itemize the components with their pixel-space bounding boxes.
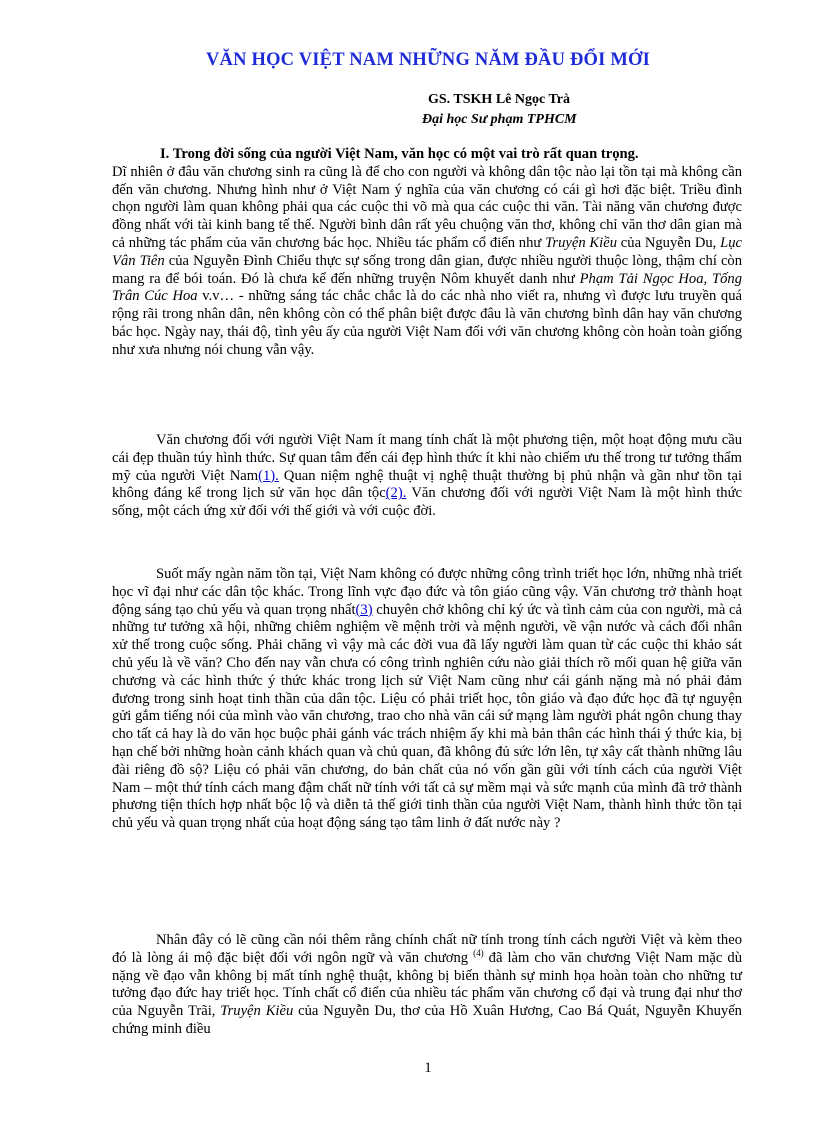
paragraph-text: Quan niệm nghệ thuật vị nghệ thuật thường bị phủ nhận và gần như tồn tại không đáng kể trong lịch sử văn học dân tộc [112, 467, 742, 502]
paragraph-3 [112, 566, 742, 833]
paragraph-text: của Nguyễn Du, [617, 234, 721, 251]
work-title: Phạm Tải Ngọc Hoa, Tống Trân Cúc Hoa [112, 270, 742, 305]
footnote-ref-4: (4) [473, 947, 484, 958]
paragraph-text: đã làm cho văn chương Việt Nam mặc dù nặng về đạo vẫn không bị mất tính nghệ thuật, không bị biến thành sự minh họa hoàn toàn cho những tư tưởng đạo đức hay triết học. Tính chất cổ điển của nhiều tác phẩm văn chương cổ đại và trung đại như thơ của Nguyễn Trãi, [112, 949, 742, 1020]
paragraph-text: Suốt mấy ngàn năm tồn tại, Việt Nam không có được những công trình triết học lớn, những nhà triết học vĩ đại như các dân tộc khác. Trong lĩnh vực đạo đức và tôn giáo cũng vậy. Văn chương trở thành hoạt động sáng tạo chủ yếu và quan trọng nhất [112, 566, 742, 618]
author-institution: Đại học Sư phạm TPHCM [422, 112, 577, 127]
document-title: VĂN HỌC VIỆT NAM NHỮNG NĂM ĐẦU ĐỔI MỚI [205, 50, 651, 70]
page-number: 1 [424, 1060, 432, 1076]
section-heading: I. Trong đời sống của người Việt Nam, văn học có một vai trò rất quan trọng. [160, 146, 639, 162]
paragraph-text: Dĩ nhiên ở đâu văn chương sinh ra cũng là để cho con người và không dân tộc nào lại tồn tại mà không cần đến văn chương. Nhưng hình như ở Việt Nam ý nghĩa của văn chương có cái gì hơi đặc biệt. Triều đình chọn người làm quan không phải qua các cuộc thi võ mà qua các cuộc thi văn. Tài năng văn chương được đồng nhất với tài kinh bang tế thế. Người bình dân rất yêu chuộng văn thơ, không chỉ văn thơ dân gian mà cả những tác phẩm của văn chương bác học. Nhiều tác phẩm cổ điển như [112, 163, 742, 251]
paragraph-text: Nhân đây có lẽ cũng cần nói thêm rằng chính chất nữ tính trong tính cách người Việt và kèm theo đó là lòng ái mộ đặc biệt đối với ngôn ngữ và văn chương [112, 932, 742, 966]
paragraph-text: của Nguyễn Du, thơ của Hồ Xuân Hương, Cao Bá Quát, Nguyễn Khuyến chứng minh điều [112, 1003, 742, 1037]
paragraph-text: chuyên chở không chỉ ký ức và tình cảm của con người, mà cả những tư tưởng xã hội, những chiêm nghiệm về mệnh trời và mệnh người, về vận nước và cách đối nhân xử thế trong cuộc sống. Phải chăng vì vậy mà các đời vua đã lấy người làm quan từ các cuộc thi khảo sát chủ yếu là về văn? Cho đến nay vẫn chưa có công trình nghiên cứu nào giải thích rõ mối quan hệ giữa văn chương và các hình thức ý thức khác trong lịch sử Việt Nam cũng như cái gánh nặng mà nó phải đảm đương trong sinh hoạt tinh thần của dân tộc. Liệu có phải triết học, tôn giáo và đạo đức học đã tự nguyện gửi gắm tiếng nói của mình vào văn chương, trao cho nhà văn cái sứ mạng làm người phát ngôn chung thay cho tất cả hay là do văn học buộc phải gánh vác trách nhiệm ấy khi mà bản thân các hình thái ý thức kia, bị hạn chế bởi những hoàn cảnh khách quan và chủ quan, đã không đủ sức lớn lên, tự xây cất thành những lâu đài riêng đồ sộ? Liệu có phải văn chương, do bản chất của nó vốn gần gũi với tính cách của người Việt Nam – một thứ tính cách mang đậm chất nữ tính với tất cả sự mềm mại và sức mạnh của mình đã trở thành phương tiện thích hợp nhất bộc lộ và diễn tả thế giới tinh thần của người Việt Nam, thành hình thức tồn tại chủ yếu và quan trọng nhất của hoạt động sáng tạo tâm linh ở đất nước này ? [112, 601, 742, 832]
author-name: GS. TSKH Lê Ngọc Trà [428, 92, 570, 107]
paragraph-text: của Nguyễn Đình Chiểu thực sự sống trong dân gian, được nhiều người thuộc lòng, thậm chí còn mang ra để bói toán. Đó là chưa kể đến những truyện Nôm khuyết danh như [112, 252, 743, 287]
footnote-link-1[interactable]: (1). [258, 467, 279, 484]
work-title: Truyện Kiều [545, 234, 617, 251]
footnote-link-2[interactable]: (2). [385, 485, 407, 502]
work-title: Lục Vân Tiên [112, 234, 742, 269]
paragraph-text: v.v… - những sáng tác chắc chắc là do các nhà nho viết ra, nhưng vì được lưu truyền quá rộng rãi trong nhân dân, nên không còn có thể phân biệt được đâu là văn chương bình dân hay văn chương bác học. Ngày nay, thái độ, tình yêu ấy của người Việt Nam đối với văn chương không còn hoàn toàn giống như xưa nhưng nói chung vẫn vậy. [112, 288, 742, 358]
work-title: Truyện Kiều [220, 1003, 294, 1020]
paragraph-text: Văn chương đối với người Việt Nam ít mang tính chất là một phương tiện, một hoạt động mưu cầu cái đẹp thuần túy hình thức. Sự quan tâm đến cái đẹp hình thức ít khi nào chiếm ưu thế trong tư tưởng thẩm mỹ của người Việt Nam [112, 432, 742, 484]
paragraph-2 [112, 432, 742, 521]
paragraph-4 [112, 932, 742, 1039]
paragraph-1 [112, 146, 742, 360]
footnote-link-3[interactable]: (3) [355, 601, 373, 618]
paragraph-text: Văn chương đối với người Việt Nam là một hình thức sống, một cách ứng xử đối với thế giới và với cuộc đời. [112, 485, 742, 520]
